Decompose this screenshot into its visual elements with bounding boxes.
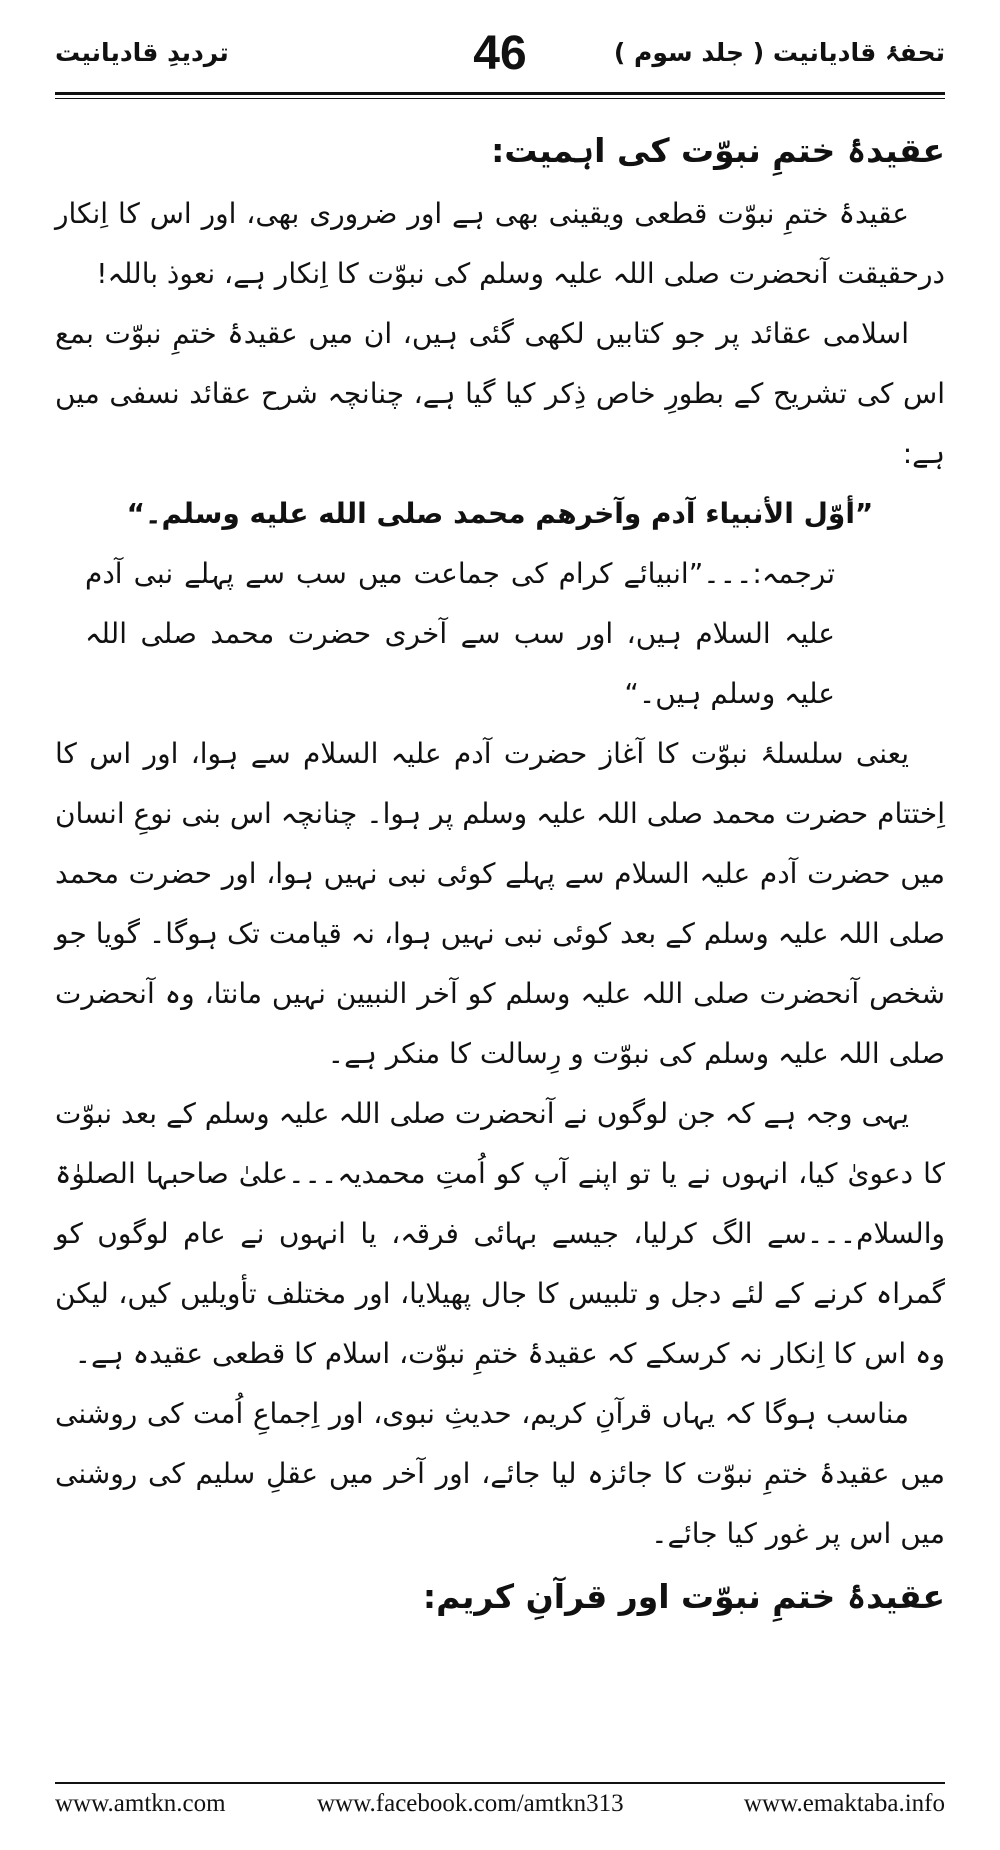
paragraph-4: یہی وجہ ہے کہ جن لوگوں نے آنحضرت صلی اللہ علیہ وسلم کے بعد نبوّت کا دعویٰ کیا، انہوں نے یا تو اپنے آپ کو اُمتِ محمدیہ۔۔۔علیٰ صاحبہا الصلوٰۃ والسلام۔۔۔سے الگ کرلیا، جیسے بہائی فرقہ، یا انہوں نے عام لوگوں کو گمراہ کرنے کے لئے دجل و تلبیس کا جال پھیلایا، اور مختلف تأویلیں کیں، لیکن وہ اس کا اِنکار نہ کرسکے کہ عقیدۂ ختمِ نبوّت، اسلام کا قطعی عقیدہ ہے۔ <box>55 1097 945 1370</box>
heading-importance: عقیدۂ ختمِ نبوّت کی اہمیت: <box>491 131 945 170</box>
book-title: تحفۂ قادیانیت ( جلد سوم ) <box>613 38 945 67</box>
paragraph-1: عقیدۂ ختمِ نبوّت قطعی ویقینی بھی ہے اور ضروری بھی، اور اس کا اِنکار درحقیقت آنحضرت صلی اللہ علیہ وسلم کی نبوّت کا اِنکار ہے، نعوذ باللہ! <box>55 197 945 290</box>
section-title: تردیدِ قادیانیت <box>55 38 229 67</box>
page-body <box>55 118 945 1630</box>
page-footer <box>55 1790 945 1830</box>
header-rule-thin <box>55 98 945 99</box>
heading-quran: عقیدۂ ختمِ نبوّت اور قرآنِ کریم: <box>422 1577 945 1616</box>
footer-link-facebook[interactable]: www.facebook.com/amtkn313 <box>317 1790 624 1817</box>
translation-quote: ترجمہ:۔۔۔”انبیائے کرام کی جماعت میں سب سے پہلے نبی آدم علیہ السلام ہیں، اور سب سے آخری حضرت محمد صلی اللہ علیہ وسلم ہیں۔“ <box>85 557 835 710</box>
page-number: 46 <box>473 27 527 80</box>
header-rule <box>55 92 945 95</box>
footer-link-amtkn[interactable]: www.amtkn.com <box>55 1790 226 1817</box>
footer-link-emaktaba[interactable]: www.emaktaba.info <box>743 1790 945 1817</box>
page-header <box>55 27 945 90</box>
paragraph-3: یعنی سلسلۂ نبوّت کا آغاز حضرت آدم علیہ السلام سے ہوا، اور اس کا اِختتام حضرت محمد صلی اللہ علیہ وسلم پر ہوا۔ چنانچہ اس بنی نوعِ انسان میں حضرت آدم علیہ السلام سے پہلے کوئی نبی نہیں ہوا، اور حضرت محمد صلی اللہ علیہ وسلم کے بعد کوئی نبی نہیں ہوا، نہ قیامت تک ہوگا۔ گویا جو شخص آنحضرت صلی اللہ علیہ وسلم کو آخر النبیین نہیں مانتا، وہ آنحضرت صلی اللہ علیہ وسلم کی نبوّت و رِسالت کا منکر ہے۔ <box>54 737 945 1070</box>
paragraph-2: اسلامی عقائد پر جو کتابیں لکھی گئی ہیں، ان میں عقیدۂ ختمِ نبوّت بمع اس کی تشریح کے بطورِ خاص ذِکر کیا گیا ہے، چنانچہ شرح عقائد نسفی میں ہے: <box>55 317 945 470</box>
paragraph-5: مناسب ہوگا کہ یہاں قرآنِ کریم، حدیثِ نبوی، اور اِجماعِ اُمت کی روشنی میں عقیدۂ ختمِ نبوّت کا جائزہ لیا جائے، اور آخر میں عقلِ سلیم کی روشنی میں اس پر غور کیا جائے۔ <box>55 1397 945 1550</box>
footer-rule <box>55 1782 945 1784</box>
arabic-quote: ”أوّل الأنبياء آدم وآخرهم محمد صلى الله عليه وسلم۔“ <box>126 497 874 530</box>
